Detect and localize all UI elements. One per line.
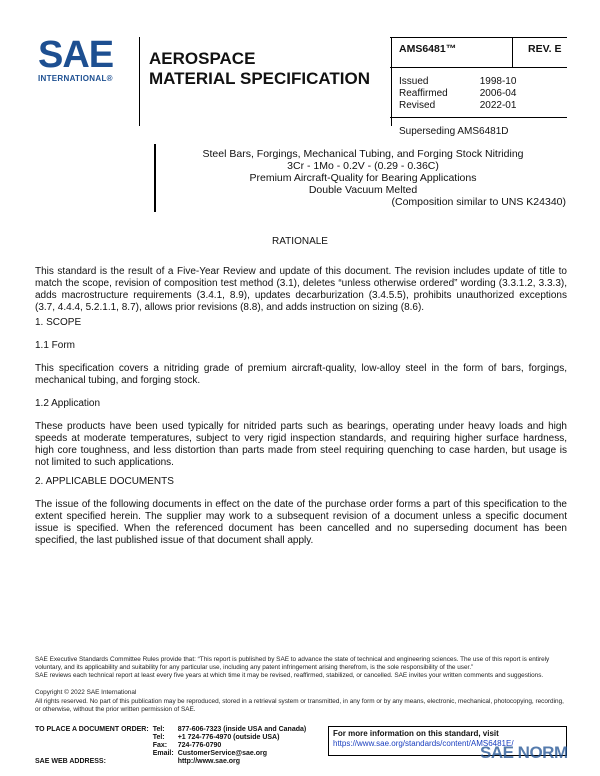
date-value: 2006-04 [479,88,517,99]
email-address[interactable]: CustomerService@sae.org [177,750,268,757]
more-info-link[interactable]: https://www.sae.org/standards/content/AMS6481E/ [333,739,514,748]
tel-international: +1 724-776-4970 (outside USA) [177,734,280,741]
document-title [160,148,566,208]
date-value: 2022-01 [479,100,517,111]
web-address[interactable]: http://www.sae.org [177,758,241,765]
date-label: Issued [399,76,429,87]
footer-rights: All rights reserved. No part of this publication may be reproduced, stored in a retrieval system or transmitted, in any form or by any means, electronic, mechanical, photocopying, recording, or otherwise, without the prior written permission of SAE. [35,698,564,713]
fax-label: Fax: [152,742,168,749]
fax-number: 724-776-0790 [177,742,222,749]
order-label: TO PLACE A DOCUMENT ORDER: [35,726,149,733]
section-2-heading: 2. APPLICABLE DOCUMENTS [35,476,174,487]
title-line-2: MATERIAL SPECIFICATION [149,69,370,88]
document-number: AMS6481™ [399,43,457,55]
doc-title-line-4: Double Vacuum Melted [308,184,418,196]
header-low-rule [390,117,567,118]
rationale-heading: RATIONALE [272,236,328,247]
doc-title-line-3: Premium Aircraft-Quality for Bearing Applications [249,172,477,184]
date-row-reaffirmed [399,88,516,100]
title-block-bar [154,144,156,212]
date-label: Reaffirmed [399,88,448,99]
footer-review-note: SAE reviews each technical report at least every five years at which time it may be revised, reaffirmed, stabilized, or cancelled. SAE invites your written comments and suggestions. [35,672,544,679]
section-1-2-text: These products have been used typically for nitrided parts such as bearings, operating under heavy loads and high speeds at moderate temperatures, subject to very rigid inspection standards, and requiring higher surface hardness, high core toughness, and less distortion than parts made from steel requiring quenching to case harden, but usage is not limited to such applications. [35,421,567,468]
section-1-2-heading: 1.2 Application [35,398,101,409]
date-value: 1998-10 [479,76,517,87]
footer-copyright: Copyright © 2022 SAE International [35,689,137,696]
section-1-1-text: This specification covers a nitriding grade of premium aircraft-quality, low-alloy steel in the form of bars, forgings, mechanical tubing, and forging stock. [35,363,567,386]
date-row-issued [399,76,516,88]
doc-title-line-5: (Composition similar to UNS K24340) [391,196,566,208]
date-row-revised [399,100,516,112]
sae-logo-subtitle: INTERNATIONAL® [38,74,113,83]
doc-title-line-1: Steel Bars, Forgings, Mechanical Tubing, and Forging Stock Nitriding [202,148,524,160]
rationale-text: This standard is the result of a Five-Year Review and update of this document. The revision includes update of title to match the scope, revision of composition test method (3.1), deletes “unless otherwise ordered” wording (3.3.1.2, 3.3.3), adds macrostructure requirements (3.4.1, 8.9), updates decarburization (3.4.5.5), prohibits unauthorized exceptions (3.7, 4.4.4, 5.2.1.1, 8.7), allows prior revisions (8.8), and adds instruction on sizing (8.6). [35,266,567,313]
revision-label: REV. E [528,43,562,55]
tel-domestic: 877-606-7323 (inside USA and Canada) [177,726,307,733]
header-top-rule [390,37,567,38]
doc-title-line-2: 3Cr - 1Mo - 0.2V - (0.29 - 0.36C) [287,160,439,172]
section-1-heading: 1. SCOPE [35,317,82,328]
order-contact-table [35,726,310,766]
more-info-text: For more information on this standard, visit [333,729,499,738]
document-type-title [149,49,370,89]
web-label: SAE WEB ADDRESS: [35,758,106,765]
revision-dates [399,76,516,112]
footer-disclaimer: SAE Executive Standards Committee Rules provide that: “This report is published by SAE to advance the state of technical and engineering sciences. The use of this report is entirely voluntary, and its applicability and suitability for any particular use, including any patent infringement arising therefrom, is the sole responsibility of the user.” [35,656,550,671]
header-rev-divider [512,37,513,67]
tel-label-2: Tel: [152,734,165,741]
title-line-1: AEROSPACE [149,49,256,68]
tel-label: Tel: [152,726,165,733]
email-label: Email: [152,750,174,757]
superseding-note: Superseding AMS6481D [399,126,509,137]
watermark-logo: SAE NORM [480,743,568,762]
section-2-text: The issue of the following documents in effect on the date of the purchase order forms a part of this specification to the extent specified herein. The supplier may work to a subsequent revision of a document unless a specific document issue is specified. When the referenced document has been cancelled and no superseding document has been specified, the last published issue of that document shall apply. [35,499,567,546]
section-1-1-heading: 1.1 Form [35,340,76,351]
header-mid-rule [390,67,567,68]
date-label: Revised [399,100,436,111]
sae-logo: SAE [38,34,114,76]
